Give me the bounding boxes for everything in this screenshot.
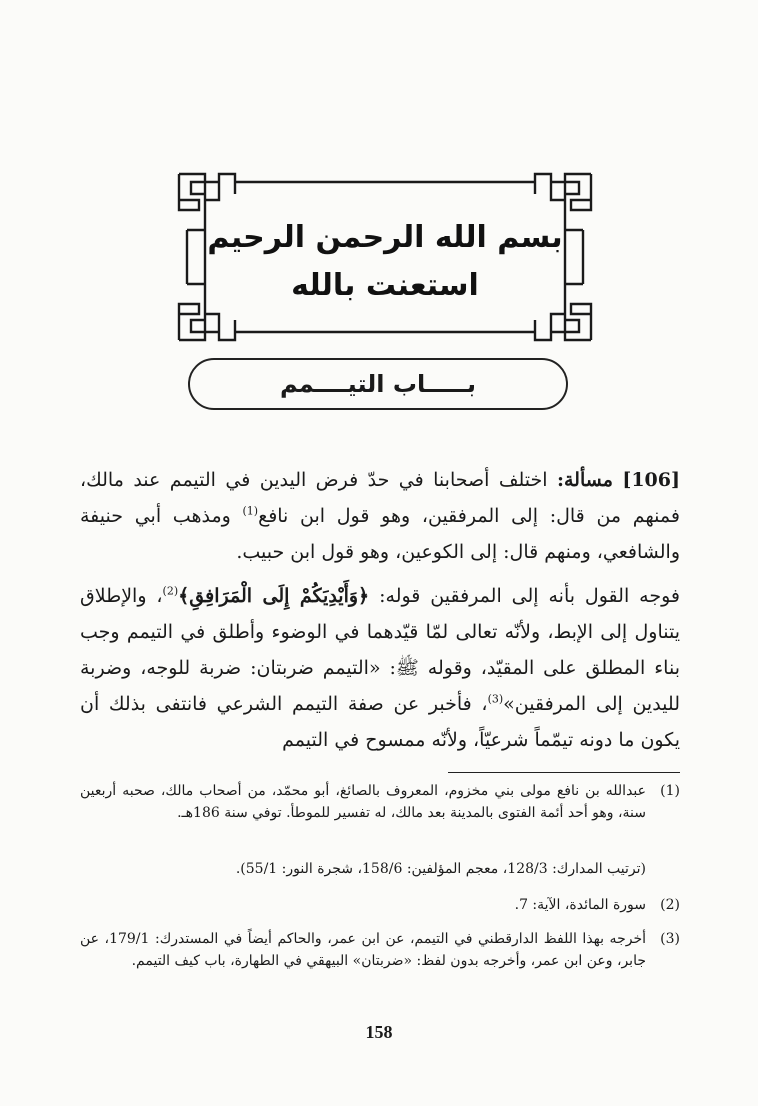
footnote-number: (3) [660,931,680,947]
paragraph-text: ومذهب أبي حنيفة والشافعي، ومنهم قال: إلى الكوعين، وهو قول ابن حبيب. [80,505,680,563]
chapter-heading-box [188,358,568,410]
footnote-2 [80,894,680,916]
footnote-1 [80,780,680,824]
footnote-text: عبدالله بن نافع مولى بني مخزوم، المعروف بالصائغ، أبو محمّد، من أصحاب مالك، صحبه أربعين سنة، وهو أحد أئمة الفتوى بالمدينة بعد مالك، له تفسير للموطأ. توفي سنة 186هـ. [80,783,646,821]
footnote-number: (1) [660,783,680,799]
footnote-text: أخرجه بهذا اللفظ الدارقطني في التيمم، عن ابن عمر، والحاكم أيضاً في المستدرك: 179/1، عن جابر، وعن ابن عمر، وأخرجه بدون لفظ: «ضربتان» البيهقي في الطهارة، باب كيف التيمم. [80,931,646,969]
footnote-ref[interactable]: (1) [242,504,259,518]
chapter-title: بـــــاب التيــــمم [279,370,477,398]
footnote-number: (2) [660,897,680,913]
paragraph-text: فوجه القول بأنه إلى المرفقين قوله: [369,585,680,607]
quran-verse: ﴿وَأَيْدِيَكُمْ إِلَى الْمَرَافِقِ﴾ [178,585,370,607]
footnote-text: (ترتيب المدارك: 128/3، معجم المؤلفين: 158/6، شجرة النور: 55/1). [235,861,646,877]
ista3nat-heading: استعنت بالله [291,268,479,303]
basmala-heading: بسم الله الرحمن الرحيم [207,220,563,255]
title-frame [175,170,595,344]
paragraph-text: ، فأخبر عن صفة التيمم الشرعي فانتفى بذلك أن يكون ما دونه تيمّماً شرعيّاً، ولأنّه ممسوح في التيمم [80,693,680,751]
footnote-ref[interactable]: (2) [162,584,179,598]
ornamental-frame-icon [175,170,595,344]
paragraph-issue-106 [80,462,680,570]
paragraph-argument [80,578,680,758]
footnote-divider [448,772,680,773]
footnote-text: سورة المائدة، الآية: 7. [514,897,646,913]
issue-label: مسألة: [556,469,613,491]
footnote-ref[interactable]: (3) [487,692,504,706]
issue-number: [106] [622,469,680,491]
paragraph-text: اختلف أصحابنا في حدّ فرض اليدين في التيمم عند مالك، فمنهم من قال: إلى المرفقين، وهو قول ابن نافع [80,469,680,527]
paragraph-text: ، والإطلاق يتناول إلى الإبط، ولأنّه تعالى لمّا قيّدهما في الوضوء وأطلق في التيمم وجب بناء المطلق على المقيّد، وقوله ﷺ: «التيمم ضربتان: ضربة للوجه، وضربة لليدين إلى المرفقين» [80,585,680,715]
page-number: 158 [365,1022,393,1042]
footnote-1-sources [80,858,680,880]
footnote-3 [80,928,680,972]
